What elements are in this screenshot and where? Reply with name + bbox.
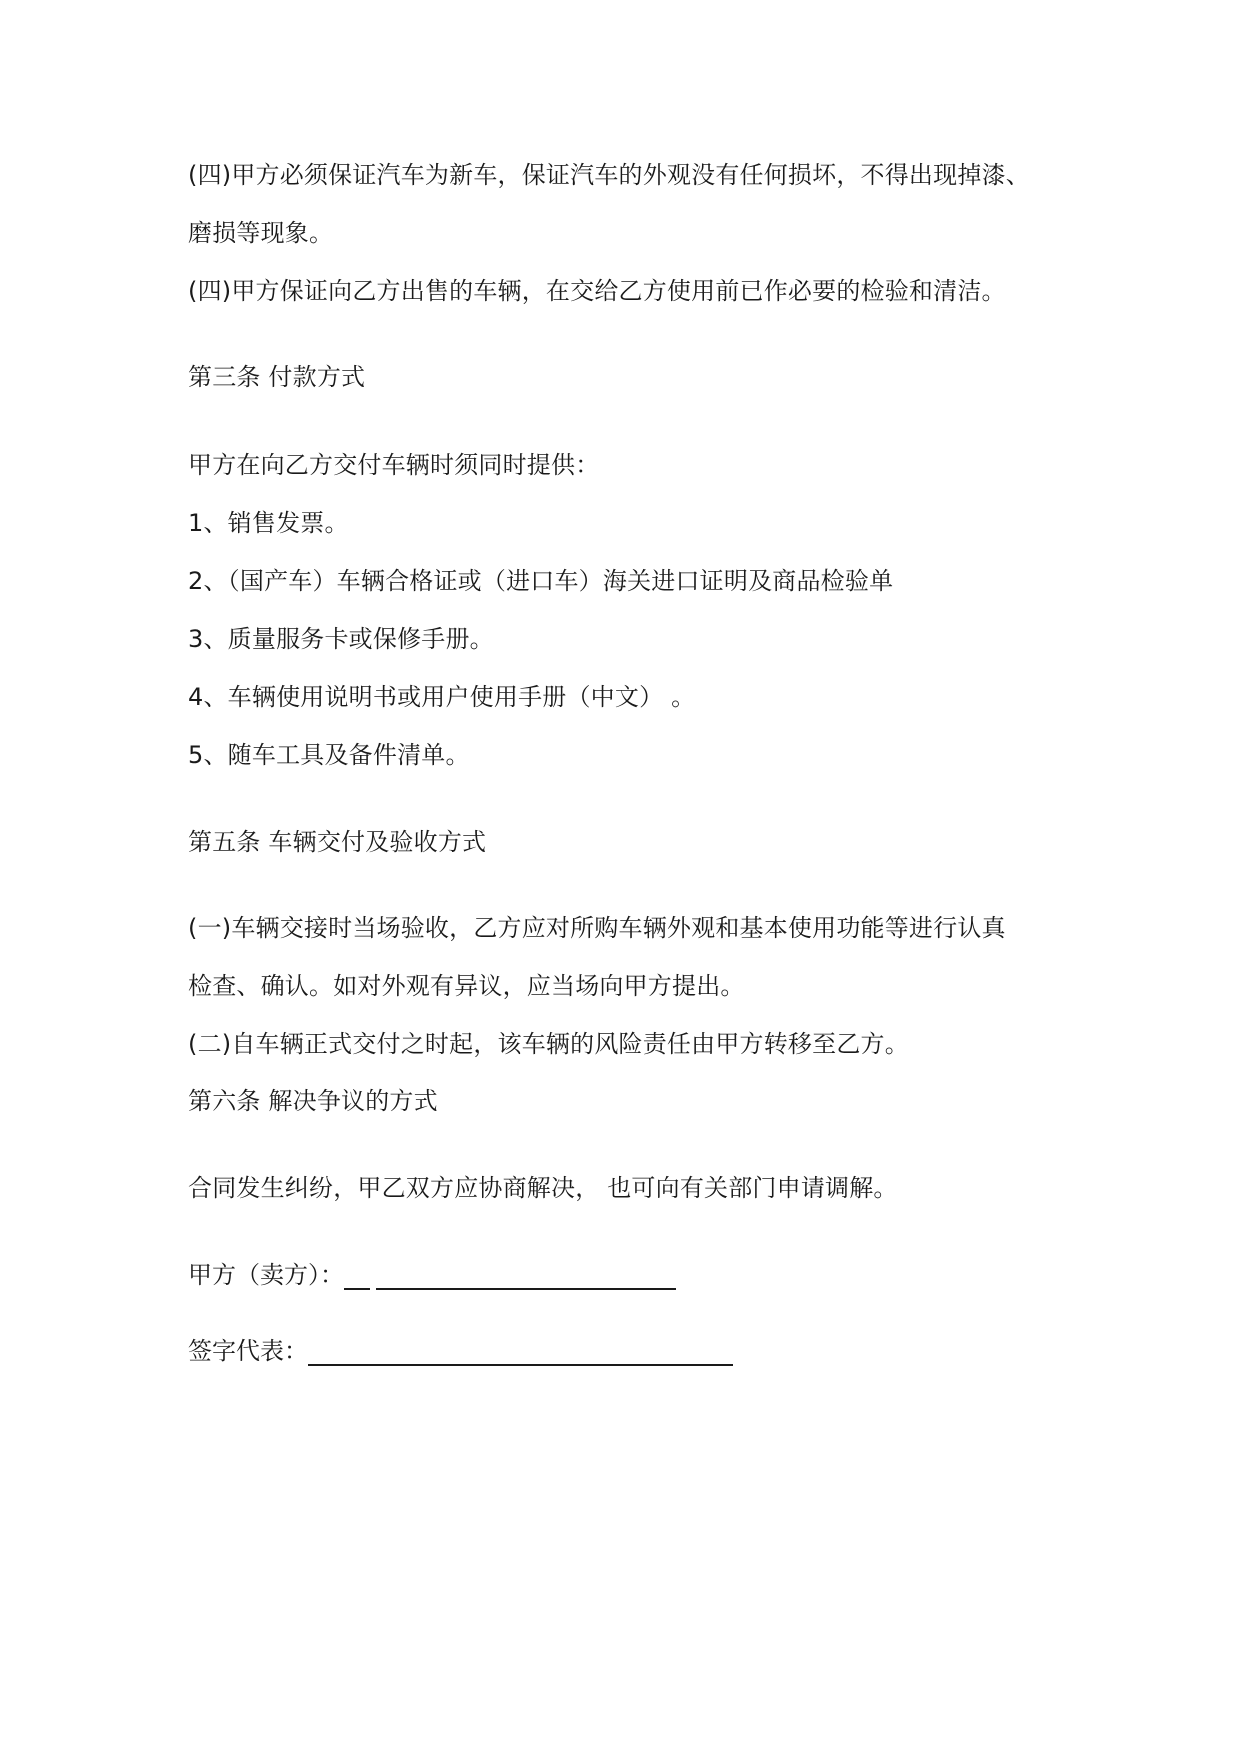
article-6-heading: 第六条 解决争议的方式 — [188, 1087, 438, 1115]
party-a-blank — [376, 1262, 676, 1290]
article-5-item2: (二)自车辆正式交付之时起，该车辆的风险责任由甲方转移至乙方。 — [188, 1030, 909, 1058]
list-item: 1、销售发票。 — [188, 509, 349, 537]
signatory-blank — [308, 1338, 733, 1366]
article-6-text: 合同发生纠纷，甲乙双方应协商解决， 也可向有关部门申请调解。 — [188, 1174, 898, 1202]
signatory-label: 签字代表： — [188, 1337, 308, 1365]
article-5-item1-line1: (一)车辆交接时当场验收，乙方应对所购车辆外观和基本使用功能等进行认真 — [188, 914, 1006, 942]
party-a-signature-line — [188, 1260, 676, 1290]
clause-4a-line2: 磨损等现象。 — [188, 219, 334, 247]
party-a-blank-short — [344, 1262, 370, 1290]
list-item: 5、随车工具及备件清单。 — [188, 741, 470, 769]
article-3-intro: 甲方在向乙方交付车辆时须同时提供： — [188, 451, 600, 479]
signatory-signature-line — [188, 1336, 733, 1366]
article-3-heading: 第三条 付款方式 — [188, 363, 366, 391]
list-item: 2、（国产车）车辆合格证或（进口车）海关进口证明及商品检验单 — [188, 567, 894, 595]
party-a-label: 甲方（卖方）： — [188, 1261, 344, 1289]
clause-4b: (四)甲方保证向乙方出售的车辆，在交给乙方使用前已作必要的检验和清洁。 — [188, 277, 1006, 305]
article-5-item1-line2: 检查、确认。如对外观有异议，应当场向甲方提出。 — [188, 972, 745, 1000]
article-5-heading: 第五条 车辆交付及验收方式 — [188, 828, 487, 856]
list-item: 3、质量服务卡或保修手册。 — [188, 625, 494, 653]
list-item: 4、车辆使用说明书或用户使用手册（中文） 。 — [188, 683, 696, 711]
clause-4a-line1: (四)甲方必须保证汽车为新车，保证汽车的外观没有任何损坏，不得出现掉漆、 — [188, 161, 1030, 189]
